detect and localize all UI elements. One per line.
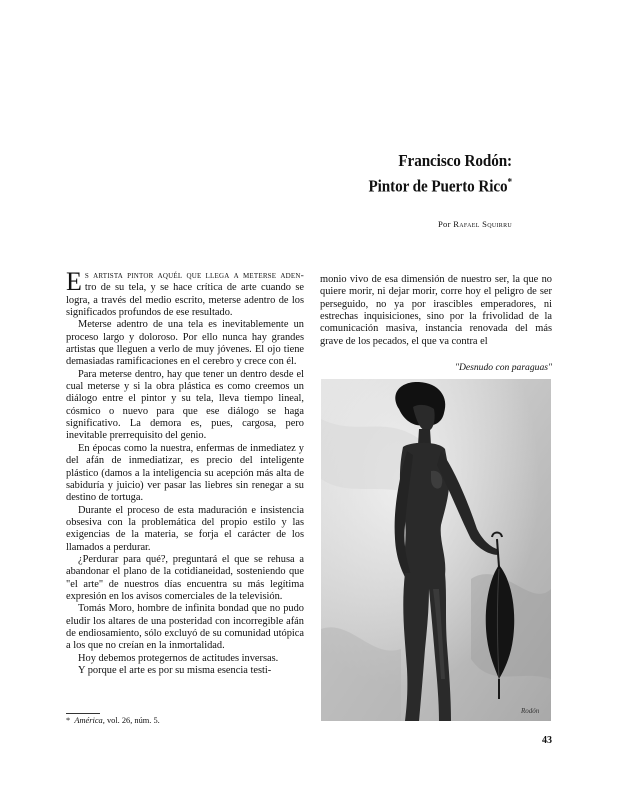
footnote (66, 716, 160, 725)
footnote-marker: * (66, 716, 71, 725)
neck (418, 429, 431, 445)
painting-image (321, 379, 551, 721)
right-column (320, 274, 552, 348)
drop-cap: E (66, 267, 82, 296)
title-line-2 (368, 172, 512, 198)
paragraph: En épocas como la nuestra, enfermas de inmediatez y del afán de inmediatizar, es precio del inteligente plástico (damos a la inteligencia su acepción más alta de sabiduría y juicio) ver pasar las liebres sin renegar a su destino de tortuga. (66, 442, 304, 504)
left-column (66, 267, 304, 677)
paragraph-lead (66, 267, 304, 319)
footnote-source: América, (74, 716, 105, 725)
lead-small-caps: s artista pintor aquél que llega a meterse aden- (84, 270, 304, 281)
footnote-detail: vol. 26, núm. 5. (106, 716, 160, 725)
figure-caption: "Desnudo con paraguas" (454, 362, 552, 373)
title-line-2-text: Pintor de Puerto Rico (368, 176, 508, 196)
paragraph: ¿Perdurar para qué?, preguntará el que se rehusa a abandonar el plano de la cotidianeidad, sosteniendo que "el arte" de nuestros días encuentra su más legítima expresión en los avisos comerciales de la televisión. (66, 553, 304, 602)
title-line-1: Francisco Rodón: (398, 151, 512, 170)
footnote-rule (66, 713, 100, 714)
byline (438, 219, 512, 229)
paragraph: Durante el proceso de esta maduración e insistencia obsesiva con la problemática del propio estilo y las exigencias de la materia, se forja el carácter de los llamados a perdurar. (66, 504, 304, 553)
page-number: 43 (542, 735, 552, 746)
painting-signature: Rodón (521, 707, 540, 715)
paragraph: Tomás Moro, hombre de infinita bondad que no pudo eludir los altares de una posteridad con incorregible afán de endiosamiento, sólo excluyó de su comunidad utópica a los que no creían en la inmortalidad. (66, 603, 304, 652)
paragraph: Y porque el arte es por su misma esencia testi- (78, 665, 272, 676)
paragraph: Para meterse dentro, hay que tener un dentro desde el cual meterse y si la obra plástica es como creemos un diálogo entre el pintor y su tela, lleva tiempo lineal, cósmico o nuevo para que ese diálogo se haga significativo. La demora es, pues, cargosa, pero inevitable prerrequisito del genio. (66, 368, 304, 442)
painting-illustration (321, 379, 551, 721)
byline-prefix: Por (437, 219, 451, 229)
paragraph: Hoy debemos protegernos de actitudes inversas. (78, 652, 279, 664)
paragraph: Meterse adentro de una tela es inevitablemente un proceso largo y doloroso. Por ello nunca hay grandes artistas que lleguen a verlo de muy jóvenes. El ojo tiene demasiadas ramificaciones en el cerebro y crece con él. (66, 319, 304, 368)
article-title (356, 150, 512, 198)
author-name: Rafael Squirru (453, 219, 512, 229)
footnote-marker-title: * (507, 177, 512, 188)
lead-text: tro de su tela, y se hace crítica de arte cuando se logra, a través del medio escrito, meterse adentro de los significados profundos de ese resultado. (66, 282, 304, 319)
paragraph-continued: monio vivo de esa dimensión de nuestro ser, la que no quiere morir, ni dejar morir, corre hoy el peligro de ser perseguido, no ya por irascibles emperadores, ni estrechas inquisiciones, sino por la frivolidad de la comunicación masiva, instancia renovada del más grave de los pecados, el que va contra el (320, 274, 552, 347)
